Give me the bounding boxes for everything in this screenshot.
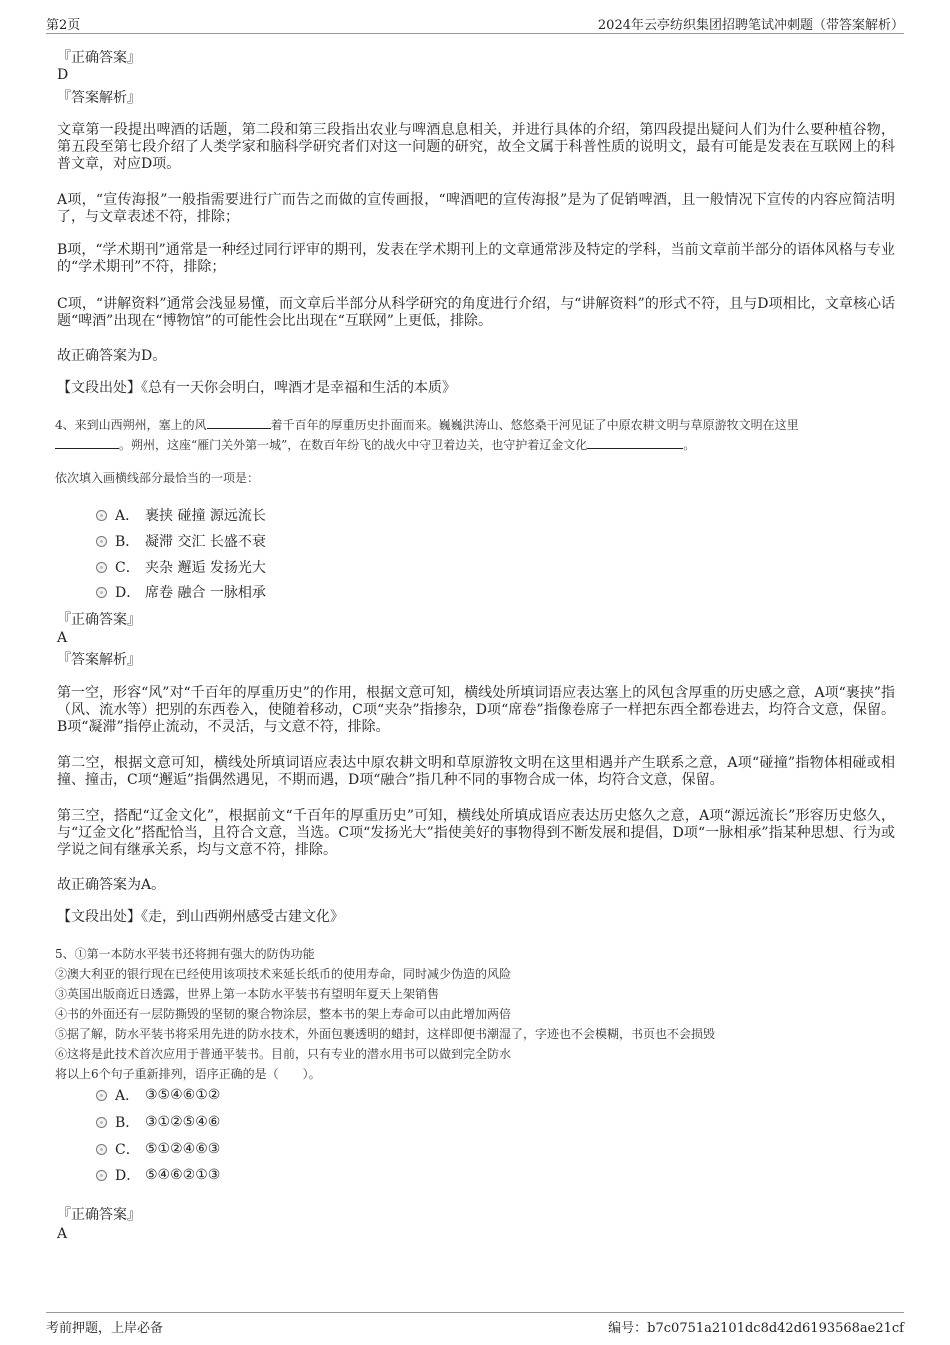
footer-slogan: 考前押题，上岸必备: [46, 1321, 164, 1336]
radio-icon[interactable]: [96, 510, 107, 521]
radio-icon[interactable]: [96, 1170, 107, 1181]
option-text: ⑤①②④⑥③: [145, 1141, 221, 1157]
document-id: 编号：b7c0751a2101dc8d42d6193568ae21cf: [608, 1321, 904, 1336]
q5-option-d[interactable]: [96, 1165, 220, 1185]
radio-icon[interactable]: [96, 1144, 107, 1155]
q3-analysis-p4: C项，“讲解资料”通常会浅显易懂，而文章后半部分从科学研究的角度进行介绍，与“讲解资料”的形式不符，且与D项相比，文章核心话题“啤酒”出现在“博物馆”的可能性会比出现在“互联网”上更低，排除。: [57, 296, 895, 329]
q4-analysis-p2: 第二空，根据文意可知，横线处所填词语应表达中原农耕文明和草原游牧文明在这里相遇并产生联系之意，A项“碰撞”指物体相碰或相撞、撞击，C项“邂逅”指偶然遇见，不期而遇，D项“融合”指几种不同的事物合成一体，均符合文意，保留。: [57, 755, 895, 788]
q5-option-a[interactable]: [96, 1085, 220, 1105]
fill-blank: [207, 417, 271, 429]
option-text: ⑤④⑥②①③: [145, 1167, 221, 1183]
q3-analysis-p3: B项，“学术期刊”通常是一种经过同行评审的期刊，发表在学术期刊上的文章通常涉及特定的学科，当前文章前半部分的语体风格与专业的“学术期刊”不符，排除；: [57, 242, 895, 275]
option-text: ③⑤④⑥①②: [145, 1087, 221, 1103]
option-letter: C．: [115, 560, 140, 576]
option-letter: A．: [115, 508, 140, 524]
q4-analysis-p1: 第一空，形容“风”对“千百年的厚重历史”的作用，根据文意可知，横线处所填词语应表达塞上的风包含厚重的历史感之意，A项“裹挟”指（风、流水等）把别的东西卷入，使随着移动，C项“夹杂”指掺杂，D项“席卷”指像卷席子一样把东西全都卷进去，均符合文意，保留。B项“凝滞”指停止流动，不灵活，与文意不符，排除。: [57, 685, 895, 735]
q5-sentence: ④书的外面还有一层防撕毁的坚韧的聚合物涂层，整本书的架上寿命可以由此增加两倍: [55, 1007, 512, 1021]
page-number: 第2页: [46, 18, 81, 33]
answer-tag: 『正确答案』: [57, 1207, 141, 1223]
option-text: 夹杂 邂逅 发扬光大: [145, 560, 266, 576]
option-letter: C．: [115, 1142, 140, 1158]
option-letter: B．: [115, 1115, 140, 1131]
option-text: ③①②⑤④⑥: [145, 1114, 221, 1130]
option-letter: D．: [115, 1168, 141, 1184]
q3-analysis-p1: 文章第一段提出啤酒的话题，第二段和第三段指出农业与啤酒息息相关，并进行具体的介绍，第四段提出疑问人们为什么要种植谷物，第五段至第七段介绍了人类学家和脑科学研究者们对这一问题的研究，故全文属于科普性质的说明文，最有可能是发表在互联网上的科普文章，对应D项。: [57, 122, 895, 172]
q4-option-d[interactable]: [96, 582, 266, 602]
option-letter: A．: [115, 1088, 140, 1104]
radio-icon[interactable]: [96, 536, 107, 547]
option-letter: B．: [115, 534, 140, 550]
q3-analysis-p2: A项，“宣传海报”一般指需要进行广而告之而做的宣传画报，“啤酒吧的宣传海报”是为了促销啤酒，且一般情况下宣传的内容应简洁明了，与文章表述不符，排除；: [57, 192, 895, 225]
q3-conclusion: 故正确答案为D。: [57, 348, 167, 364]
fill-blank: [55, 437, 119, 449]
q5-answer: A: [57, 1226, 68, 1242]
option-text: 席卷 融合 一脉相承: [145, 585, 266, 601]
radio-icon[interactable]: [96, 587, 107, 598]
q4-stem-part: 。朔州，这座“雁门关外第一城”，在数百年纷飞的战火中守卫着边关，也守护着辽金文化: [119, 438, 588, 452]
analysis-tag: 『答案解析』: [57, 652, 141, 668]
q5-option-b[interactable]: [96, 1112, 220, 1132]
radio-icon[interactable]: [96, 1090, 107, 1101]
q5-sentence: ②澳大利亚的银行现在已经使用该项技术来延长纸币的使用寿命，同时减少伪造的风险: [55, 967, 512, 981]
q4-analysis-p3: 第三空，搭配“辽金文化”，根据前文“千百年的厚重历史”可知，横线处所填成语应表达历史悠久之意，A项“源远流长”形容历史悠久，与“辽金文化”搭配恰当，且符合文意，当选。C项“发扬光大”指使美好的事物得到不断发展和提倡，D项“一脉相承”指某种思想、行为或学说之间有继承关系，均与文意不符，排除。: [57, 808, 895, 858]
option-letter: D．: [115, 585, 141, 601]
q5-prompt: 将以上6个句子重新排列，语序正确的是（ ）。: [55, 1067, 321, 1081]
q4-stem-part: 。: [683, 438, 696, 452]
q5-sentence: ③英国出版商近日透露，世界上第一本防水平装书有望明年夏天上架销售: [55, 987, 440, 1001]
q5-sentence: ⑤据了解，防水平装书将采用先进的防水技术，外面包裹透明的蜡封，这样即便书潮湿了，字迹也不会模糊，书页也不会损毁: [55, 1027, 716, 1041]
option-text: 裹挟 碰撞 源远流长: [145, 508, 266, 524]
analysis-tag: 『答案解析』: [57, 90, 141, 106]
q4-stem-part: 着千百年的厚重历史扑面而来。巍巍洪涛山、悠悠桑干河见证了中原农耕文明与草原游牧文明在这里: [270, 418, 799, 432]
answer-tag: 『正确答案』: [57, 612, 141, 628]
page-header: [46, 12, 904, 34]
document-title: 2024年云亭纺织集团招聘笔试冲刺题（带答案解析）: [597, 18, 904, 33]
q4-source: 【文段出处】《走，到山西朔州感受古建文化》: [57, 909, 344, 925]
q3-source: 【文段出处】《总有一天你会明白，啤酒才是幸福和生活的本质》: [57, 380, 456, 396]
q5-option-c[interactable]: [96, 1139, 220, 1159]
q5-stem: [55, 944, 895, 1084]
answer-tag: 『正确答案』: [57, 50, 141, 66]
q4-option-c[interactable]: [96, 557, 266, 577]
q4-conclusion: 故正确答案为A。: [57, 877, 166, 893]
q4-answer: A: [57, 630, 68, 646]
q4-option-b[interactable]: [96, 531, 266, 551]
option-text: 凝滞 交汇 长盛不衰: [145, 534, 266, 550]
q4-option-a[interactable]: [96, 505, 266, 525]
q5-sentence: ⑥这将是此技术首次应用于普通平装书。目前，只有专业的潜水用书可以做到完全防水: [55, 1047, 512, 1061]
q5-sentence: 5、①第一本防水平装书还将拥有强大的防伪功能: [55, 947, 315, 961]
radio-icon[interactable]: [96, 1117, 107, 1128]
page-footer: [46, 1312, 904, 1336]
q4-prompt: 依次填入画横线部分最恰当的一项是：: [55, 471, 260, 485]
q4-stem-part: 4、来到山西朔州，塞上的风: [55, 418, 207, 432]
q4-stem: [55, 415, 895, 455]
fill-blank: [587, 437, 683, 449]
q3-answer: D: [57, 67, 69, 83]
radio-icon[interactable]: [96, 562, 107, 573]
